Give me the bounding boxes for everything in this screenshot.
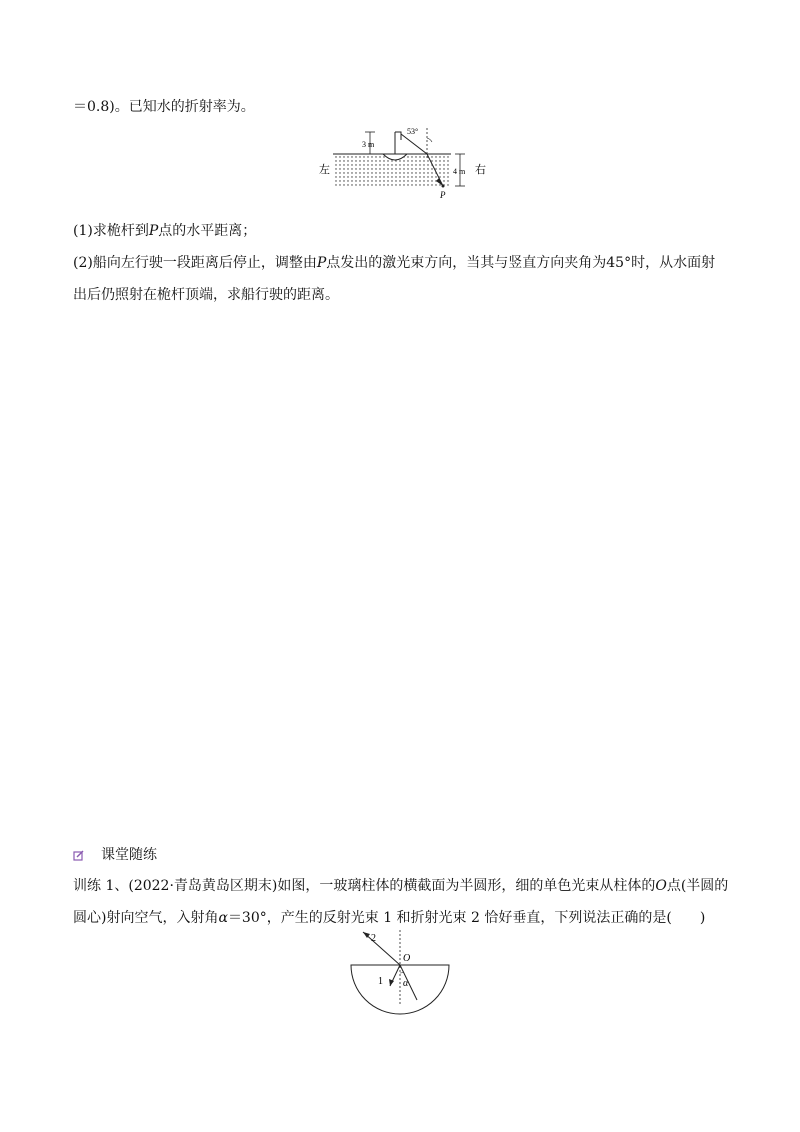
question-2-line-1 xyxy=(73,253,715,273)
section-title xyxy=(101,845,157,865)
ray2-label: 2 xyxy=(371,933,376,944)
angle-arc xyxy=(427,138,432,142)
training-text-2-end: ＝30°，产生的反射光束 1 和折射光束 2 恰好垂直，下列说法正确的是( ) xyxy=(227,910,706,926)
height-label: 3 m xyxy=(362,140,375,149)
semicircle-glass xyxy=(351,965,449,1014)
angle-53-label: 53° xyxy=(407,127,419,136)
figure-semicircle xyxy=(345,928,455,1016)
training-text-1-end: 点(半圆的 xyxy=(666,878,729,894)
training-line-2 xyxy=(73,908,705,928)
section-title-text: 课堂随练 xyxy=(101,847,157,863)
question-2-text-2: 出后仍照射在桅杆顶端，求船行驶的距离。 xyxy=(73,287,339,303)
right-label: 右 xyxy=(475,164,486,176)
training-text-1: 训练 1、(2022·青岛黄岛区期末)如图，一玻璃柱体的横截面为半圆形，细的单色光束从柱体的 xyxy=(73,878,656,894)
problem-line-1-text: ＝0.8)。已知水的折射率为。 xyxy=(73,99,255,115)
left-label: 左 xyxy=(319,164,330,176)
pencil-checkbox-icon xyxy=(73,850,85,862)
refracted-ray-2 xyxy=(363,932,400,965)
depth-label: 4 m xyxy=(453,167,466,176)
ray1-label: 1 xyxy=(378,976,383,987)
question-1-text: (1)求桅杆到 xyxy=(73,223,149,239)
question-2-line-2 xyxy=(73,285,339,305)
training-line-1 xyxy=(73,876,728,896)
question-1-var: P xyxy=(148,223,159,239)
training-var-alpha: α xyxy=(218,910,228,926)
question-2-var: P xyxy=(316,255,327,271)
center-o-label: O xyxy=(403,953,411,964)
point-p-label: P xyxy=(440,190,446,200)
problem-line-1 xyxy=(73,97,255,117)
question-2-text: (2)船向左行驶一段距离后停止，调整由 xyxy=(73,255,317,271)
question-1 xyxy=(73,221,256,241)
question-1-text-end: 点的水平距离； xyxy=(158,223,257,239)
alpha-label: α xyxy=(403,978,409,989)
training-var-o: O xyxy=(655,878,667,894)
point-p xyxy=(442,185,445,188)
training-text-2: 圆心)射向空气，入射角 xyxy=(73,910,219,926)
figure-boat-mast xyxy=(315,120,495,202)
flag xyxy=(395,132,401,140)
question-2-text-end: 点发出的激光束方向，当其与竖直方向夹角为45°时，从水面射 xyxy=(326,255,716,271)
